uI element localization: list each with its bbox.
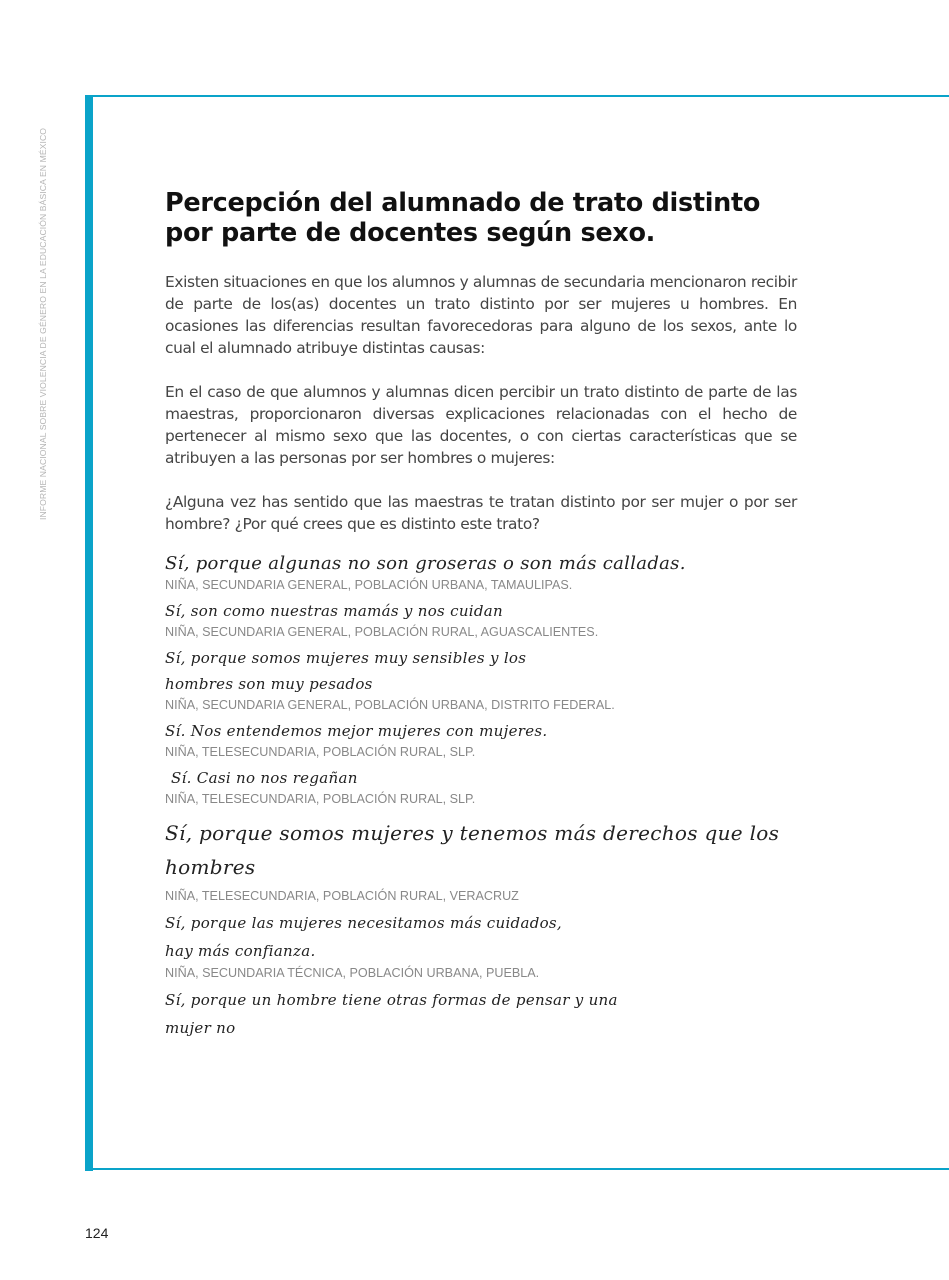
running-header: INFORME NACIONAL SOBRE VIOLENCIA DE GÉNERO EN LA EDUCACIÓN BÁSICA EN MÉXICO (38, 127, 48, 520)
frame-bottom-rule (85, 1168, 949, 1170)
quote-caption: NIÑA, SECUNDARIA GENERAL, POBLACIÓN URBANA, TAMAULIPAS. (165, 578, 573, 592)
main-content (165, 188, 797, 1042)
handwritten-quote: Sí, porque las mujeres necesitamos más cuidados, hay más confianza. (165, 914, 562, 960)
handwritten-quotes (165, 551, 797, 1042)
handwritten-quote: Sí. Nos entendemos mejor mujeres con mujeres. (165, 722, 548, 740)
handwritten-quote: Sí, porque un hombre tiene otras formas de pensar y una mujer no (165, 991, 618, 1037)
frame-left-bar (85, 95, 93, 1171)
quote-caption: NIÑA, SECUNDARIA GENERAL, POBLACIÓN RURAL, AGUASCALIENTES. (165, 625, 599, 639)
paragraph: Existen situaciones en que los alumnos y alumnas de secundaria mencionaron recibir de parte de los(as) docentes un trato distinto por ser mujeres u hombres. En ocasiones las diferencias resultan favorecedoras para alguno de los sexos, ante lo cual el alumnado atribuye distintas causas: (165, 273, 797, 357)
quote-caption: NIÑA, TELESECUNDARIA, POBLACIÓN RURAL, VERACRUZ (165, 889, 519, 903)
quote-caption: NIÑA, SECUNDARIA GENERAL, POBLACIÓN URBANA, DISTRITO FEDERAL. (165, 698, 615, 712)
handwritten-quote: Sí, porque somos mujeres muy sensibles y los hombres son muy pesados (165, 649, 527, 693)
handwritten-quote: Sí, porque algunas no son groseras o son más calladas. (165, 553, 686, 574)
section-title: Percepción del alumnado de trato distinto por parte de docentes según sexo. (165, 188, 761, 248)
quote-caption: NIÑA, TELESECUNDARIA, POBLACIÓN RURAL, SLP. (165, 792, 476, 806)
handwritten-quote: Sí. Casi no nos regañan (171, 769, 358, 787)
quote-caption: NIÑA, TELESECUNDARIA, POBLACIÓN RURAL, SLP. (165, 745, 476, 759)
question-paragraph: ¿Alguna vez has sentido que las maestras te tratan distinto por ser mujer o por ser hombre? ¿Por qué crees que es distinto este trato? (165, 493, 797, 533)
paragraph: En el caso de que alumnos y alumnas dicen percibir un trato distinto de parte de las maestras, proporcionaron diversas explicaciones relacionadas con el hecho de pertenecer al mismo sexo que las docentes, o con ciertas características que se atribuyen a las personas por ser hombres o mujeres: (165, 383, 797, 467)
quote-caption: NIÑA, SECUNDARIA TÉCNICA, POBLACIÓN URBANA, PUEBLA. (165, 966, 540, 980)
page-number: 124 (85, 1225, 109, 1241)
handwritten-quote: Sí, porque somos mujeres y tenemos más derechos que los hombres (165, 821, 780, 879)
handwritten-quote: Sí, son como nuestras mamás y nos cuidan (165, 602, 503, 620)
frame-top-rule (85, 95, 949, 97)
